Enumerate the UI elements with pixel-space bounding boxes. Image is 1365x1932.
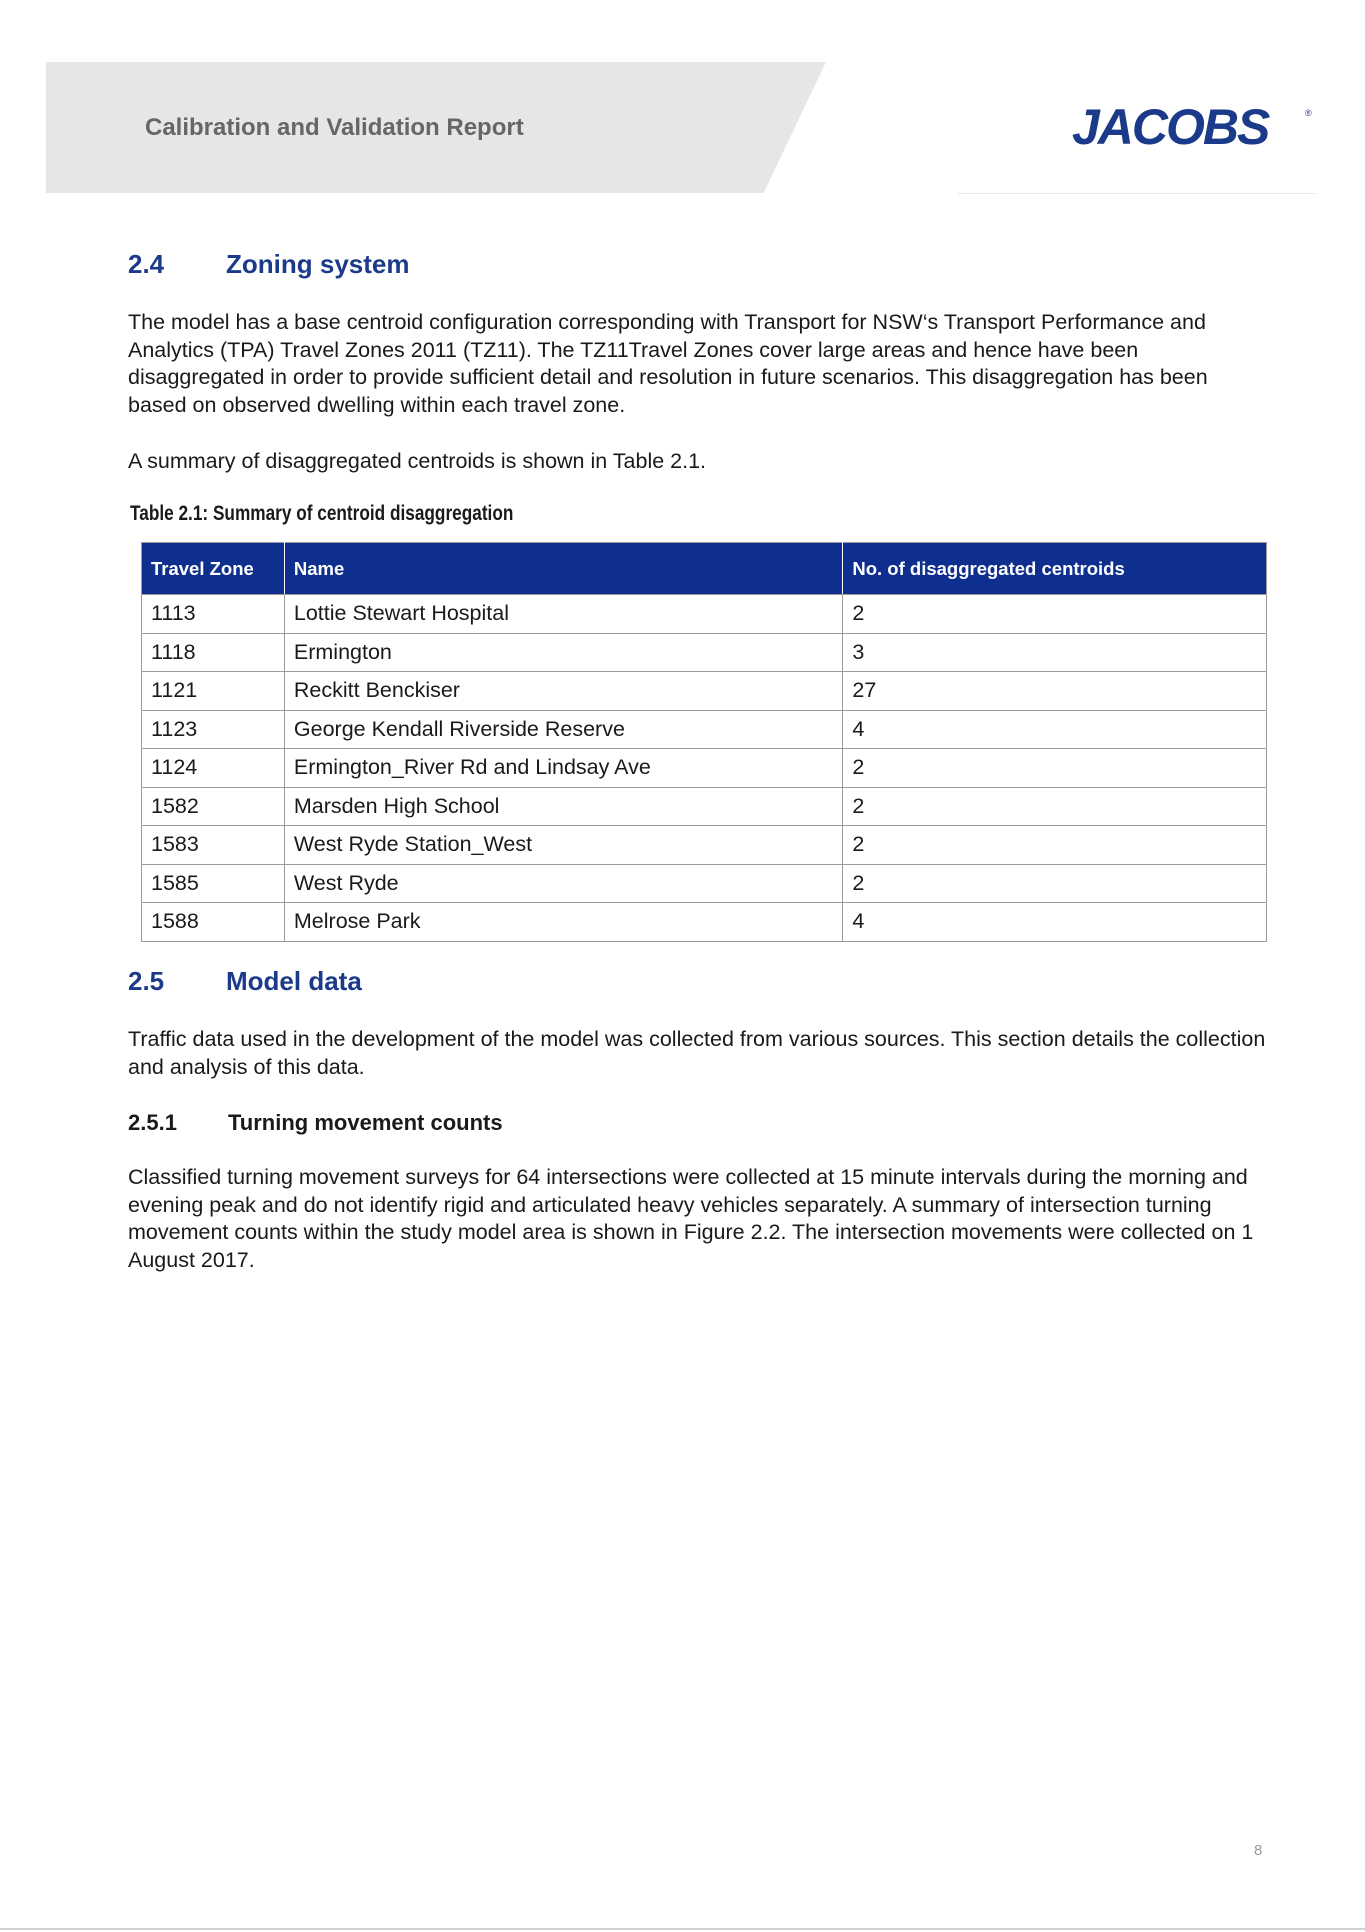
section-number: 2.5.1 <box>128 1110 177 1135</box>
column-header: No. of disaggregated centroids <box>843 543 1267 595</box>
table-row <box>142 672 1267 711</box>
section-heading-2-5-1 <box>128 1110 503 1136</box>
centroids-cell: 4 <box>843 710 1267 749</box>
table-row <box>142 710 1267 749</box>
table-row <box>142 903 1267 942</box>
table-row <box>142 787 1267 826</box>
section-number: 2.4 <box>128 249 165 279</box>
name-cell: Reckitt Benckiser <box>284 672 842 711</box>
travel-zone-cell: 1118 <box>142 633 285 672</box>
page-number: 8 <box>1254 1842 1263 1859</box>
centroids-cell: 2 <box>843 826 1267 865</box>
travel-zone-cell: 1123 <box>142 710 285 749</box>
report-title: Calibration and Validation Report <box>145 114 524 141</box>
travel-zone-cell: 1585 <box>142 864 285 903</box>
travel-zone-cell: 1121 <box>142 672 285 711</box>
jacobs-logo: JACOBS <box>1072 99 1269 155</box>
section-title: Turning movement counts <box>228 1110 503 1135</box>
table-row <box>142 864 1267 903</box>
name-cell: Ermington_River Rd and Lindsay Ave <box>284 749 842 788</box>
registered-mark: ® <box>1305 108 1312 118</box>
name-cell: Marsden High School <box>284 787 842 826</box>
table-caption: Table 2.1: Summary of centroid disaggregation <box>130 502 514 525</box>
table-reference-paragraph: A summary of disaggregated centroids is shown in Table 2.1. <box>128 449 707 473</box>
table-row <box>142 595 1267 634</box>
centroids-cell: 2 <box>843 749 1267 788</box>
table-row <box>142 826 1267 865</box>
name-cell: West Ryde <box>284 864 842 903</box>
centroids-cell: 4 <box>843 903 1267 942</box>
centroids-cell: 3 <box>843 633 1267 672</box>
name-cell: Lottie Stewart Hospital <box>284 595 842 634</box>
model-data-paragraph: Traffic data used in the development of the model was collected from various sources. This section details the collection and analysis of this data. <box>128 1027 1266 1079</box>
table-row <box>142 749 1267 788</box>
travel-zone-cell: 1582 <box>142 787 285 826</box>
name-cell: Melrose Park <box>284 903 842 942</box>
name-cell: George Kendall Riverside Reserve <box>284 710 842 749</box>
travel-zone-cell: 1113 <box>142 595 285 634</box>
travel-zone-cell: 1588 <box>142 903 285 942</box>
section-heading-2-4 <box>128 249 409 280</box>
turning-counts-paragraph: Classified turning movement surveys for 64 intersections were collected at 15 minute intervals during the morning and evening peak and do not identify rigid and articulated heavy vehicles separately. A summary of intersection turning movement counts within the study model area is shown in Figure 2.2. The intersection movements were collected on 1 August 2017. <box>128 1165 1254 1272</box>
centroids-cell: 2 <box>843 864 1267 903</box>
name-cell: West Ryde Station_West <box>284 826 842 865</box>
table-row <box>142 633 1267 672</box>
section-number: 2.5 <box>128 966 165 996</box>
centroids-cell: 2 <box>843 787 1267 826</box>
travel-zone-cell: 1124 <box>142 749 285 788</box>
section-title: Model data <box>226 966 362 996</box>
centroids-cell: 2 <box>843 595 1267 634</box>
page-bottom-edge <box>0 1928 1365 1930</box>
table-header-row <box>142 543 1267 595</box>
section-heading-2-5 <box>128 966 362 997</box>
zoning-paragraph: The model has a base centroid configuration corresponding with Transport for NSW‘s Transport Performance and Analytics (TPA) Travel Zones 2011 (TZ11). The TZ11Travel Zones cover large areas and hence have been disaggregated in order to provide sufficient detail and resolution in future scenarios. This disaggregation has been based on observed dwelling within each travel zone. <box>128 310 1208 417</box>
name-cell: Ermington <box>284 633 842 672</box>
column-header: Travel Zone <box>142 543 285 595</box>
column-header: Name <box>284 543 842 595</box>
section-title: Zoning system <box>226 249 410 279</box>
centroids-cell: 27 <box>843 672 1267 711</box>
centroid-table <box>141 542 1267 942</box>
travel-zone-cell: 1583 <box>142 826 285 865</box>
header-divider <box>958 193 1316 194</box>
